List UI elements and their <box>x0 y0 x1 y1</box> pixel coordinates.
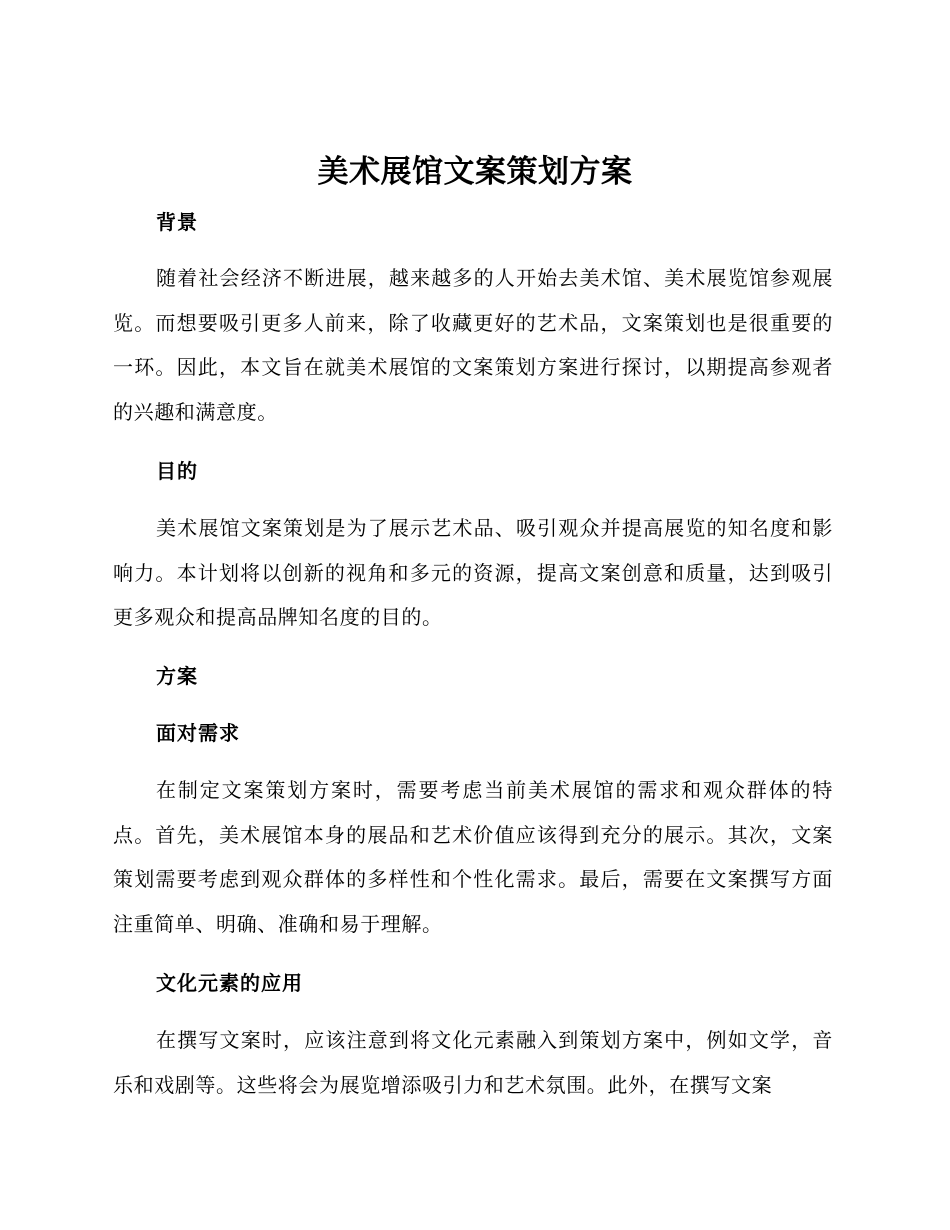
document-title: 美术展馆文案策划方案 <box>317 154 633 190</box>
paragraph-background: 随着社会经济不断进展，越来越多的人开始去美术馆、美术展览馆参观展览。而想要吸引更多人前来，除了收藏更好的艺术品，文案策划也是很重要的一环。因此，本文旨在就美术展馆的文案策划方案进行探讨，以期提高参观者的兴趣和满意度。 <box>113 266 833 424</box>
paragraph-purpose: 美术展馆文案策划是为了展示艺术品、吸引观众并提高展览的知名度和影响力。本计划将以创新的视角和多元的资源，提高文案创意和质量，达到吸引更多观众和提高品牌知名度的目的。 <box>113 516 833 629</box>
section-heading-background: 背景 <box>156 210 198 234</box>
section-heading-purpose: 目的 <box>156 459 198 483</box>
section-heading-culture: 文化元素的应用 <box>156 971 303 995</box>
section-heading-needs: 面对需求 <box>156 721 240 745</box>
paragraph-needs: 在制定文案策划方案时，需要考虑当前美术展馆的需求和观众群体的特点。首先，美术展馆本身的展品和艺术价值应该得到充分的展示。其次，文案策划需要考虑到观众群体的多样性和个性化需求。最后，需要在文案撰写方面注重简单、明确、准确和易于理解。 <box>113 778 833 936</box>
section-heading-plan: 方案 <box>156 664 198 688</box>
paragraph-culture: 在撰写文案时，应该注意到将文化元素融入到策划方案中，例如文学，音乐和戏剧等。这些将会为展览增添吸引力和艺术氛围。此外，在撰写文案 <box>113 1028 833 1097</box>
